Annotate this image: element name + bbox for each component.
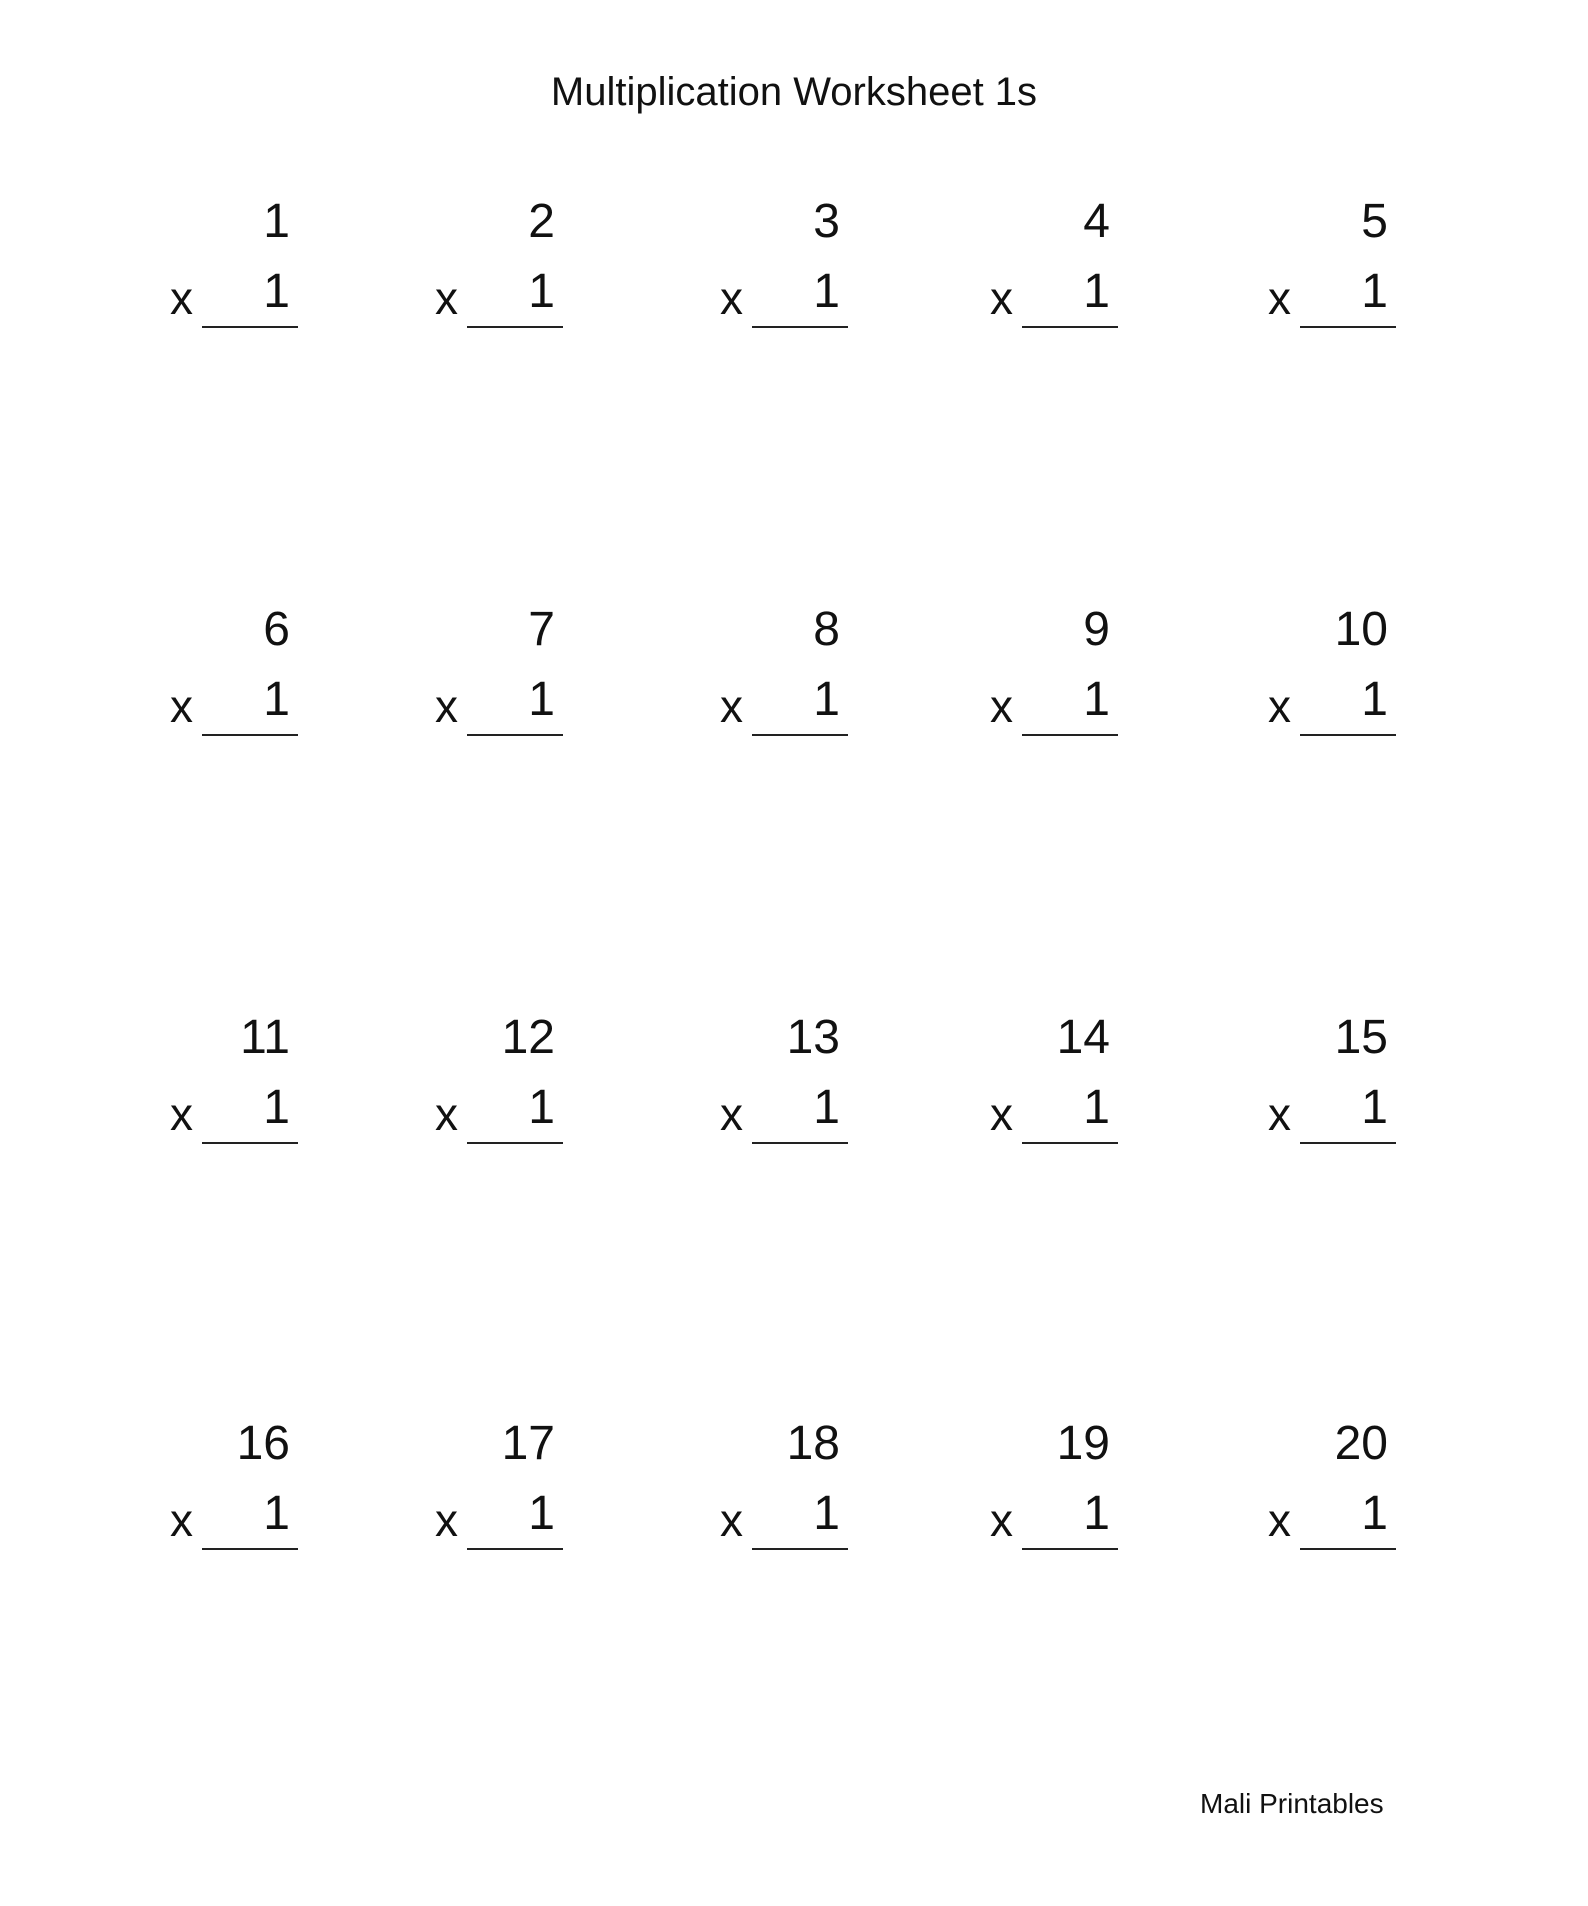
answer-line[interactable] bbox=[1022, 326, 1118, 328]
times-sign: x bbox=[170, 272, 193, 324]
problem-18 bbox=[720, 1412, 840, 1552]
multiplicand: 13 bbox=[786, 1011, 840, 1064]
multiplier: 1 bbox=[1361, 1081, 1388, 1134]
answer-line[interactable] bbox=[1022, 1142, 1118, 1144]
footer-credit: Mali Printables bbox=[1200, 1788, 1384, 1819]
multiplicand: 18 bbox=[786, 1417, 840, 1470]
multiplier: 1 bbox=[263, 673, 290, 726]
answer-line[interactable] bbox=[1022, 1548, 1118, 1550]
multiplier: 1 bbox=[813, 1081, 840, 1134]
problem-6 bbox=[170, 598, 290, 738]
multiplicand: 20 bbox=[1334, 1417, 1388, 1470]
multiplicand: 7 bbox=[528, 603, 555, 656]
multiplier: 1 bbox=[813, 673, 840, 726]
multiplier: 1 bbox=[813, 1487, 840, 1540]
multiplier: 1 bbox=[1083, 673, 1110, 726]
problem-5 bbox=[1268, 190, 1388, 330]
answer-line[interactable] bbox=[752, 326, 848, 328]
answer-line[interactable] bbox=[1300, 326, 1396, 328]
times-sign: x bbox=[435, 680, 458, 732]
problem-13 bbox=[720, 1006, 840, 1146]
multiplicand: 9 bbox=[1083, 603, 1110, 656]
multiplier: 1 bbox=[1361, 1487, 1388, 1540]
multiplier: 1 bbox=[1083, 1081, 1110, 1134]
multiplicand: 11 bbox=[240, 1011, 290, 1064]
multiplicand: 12 bbox=[501, 1011, 555, 1064]
answer-line[interactable] bbox=[202, 326, 298, 328]
multiplicand: 15 bbox=[1334, 1011, 1388, 1064]
multiplier: 1 bbox=[263, 265, 290, 318]
answer-line[interactable] bbox=[202, 734, 298, 736]
multiplier: 1 bbox=[528, 265, 555, 318]
multiplicand: 2 bbox=[528, 195, 555, 248]
times-sign: x bbox=[720, 1088, 743, 1140]
problem-8 bbox=[720, 598, 840, 738]
multiplier: 1 bbox=[263, 1487, 290, 1540]
times-sign: x bbox=[435, 1088, 458, 1140]
problem-11 bbox=[170, 1006, 290, 1146]
answer-line[interactable] bbox=[1300, 1142, 1396, 1144]
answer-line[interactable] bbox=[752, 1548, 848, 1550]
problem-15 bbox=[1268, 1006, 1388, 1146]
multiplier: 1 bbox=[528, 1487, 555, 1540]
times-sign: x bbox=[1268, 1088, 1291, 1140]
problem-2 bbox=[435, 190, 555, 330]
multiplier: 1 bbox=[1361, 673, 1388, 726]
multiplier: 1 bbox=[528, 673, 555, 726]
worksheet-title: Multiplication Worksheet 1s bbox=[550, 70, 1038, 114]
problem-12 bbox=[435, 1006, 555, 1146]
problem-4 bbox=[990, 190, 1110, 330]
multiplicand: 19 bbox=[1056, 1417, 1110, 1470]
answer-line[interactable] bbox=[202, 1142, 298, 1144]
multiplicand: 14 bbox=[1056, 1011, 1110, 1064]
times-sign: x bbox=[990, 1494, 1013, 1546]
times-sign: x bbox=[990, 1088, 1013, 1140]
times-sign: x bbox=[990, 680, 1013, 732]
times-sign: x bbox=[720, 1494, 743, 1546]
multiplier: 1 bbox=[1083, 265, 1110, 318]
problem-14 bbox=[990, 1006, 1110, 1146]
times-sign: x bbox=[170, 680, 193, 732]
answer-line[interactable] bbox=[202, 1548, 298, 1550]
multiplicand: 8 bbox=[813, 603, 840, 656]
multiplier: 1 bbox=[528, 1081, 555, 1134]
problem-10 bbox=[1268, 598, 1388, 738]
multiplicand: 17 bbox=[501, 1417, 555, 1470]
multiplier: 1 bbox=[1361, 265, 1388, 318]
answer-line[interactable] bbox=[467, 1548, 563, 1550]
multiplicand: 5 bbox=[1361, 195, 1388, 248]
problem-1 bbox=[170, 190, 290, 330]
problem-9 bbox=[990, 598, 1110, 738]
problem-7 bbox=[435, 598, 555, 738]
multiplicand: 4 bbox=[1083, 195, 1110, 248]
multiplicand: 6 bbox=[263, 603, 290, 656]
multiplicand: 10 bbox=[1334, 603, 1388, 656]
answer-line[interactable] bbox=[752, 1142, 848, 1144]
multiplier: 1 bbox=[1083, 1487, 1110, 1540]
problem-17 bbox=[435, 1412, 555, 1552]
times-sign: x bbox=[720, 680, 743, 732]
answer-line[interactable] bbox=[1300, 1548, 1396, 1550]
answer-line[interactable] bbox=[467, 1142, 563, 1144]
problem-16 bbox=[170, 1412, 290, 1552]
times-sign: x bbox=[170, 1494, 193, 1546]
times-sign: x bbox=[1268, 680, 1291, 732]
multiplier: 1 bbox=[263, 1081, 290, 1134]
times-sign: x bbox=[720, 272, 743, 324]
multiplicand: 1 bbox=[263, 195, 290, 248]
multiplicand: 3 bbox=[813, 195, 840, 248]
times-sign: x bbox=[1268, 272, 1291, 324]
multiplicand: 16 bbox=[236, 1417, 290, 1470]
answer-line[interactable] bbox=[752, 734, 848, 736]
answer-line[interactable] bbox=[467, 326, 563, 328]
problem-20 bbox=[1268, 1412, 1388, 1552]
answer-line[interactable] bbox=[467, 734, 563, 736]
times-sign: x bbox=[990, 272, 1013, 324]
multiplier: 1 bbox=[813, 265, 840, 318]
problem-19 bbox=[990, 1412, 1110, 1552]
times-sign: x bbox=[435, 1494, 458, 1546]
answer-line[interactable] bbox=[1300, 734, 1396, 736]
problem-3 bbox=[720, 190, 840, 330]
answer-line[interactable] bbox=[1022, 734, 1118, 736]
times-sign: x bbox=[170, 1088, 193, 1140]
times-sign: x bbox=[1268, 1494, 1291, 1546]
times-sign: x bbox=[435, 272, 458, 324]
